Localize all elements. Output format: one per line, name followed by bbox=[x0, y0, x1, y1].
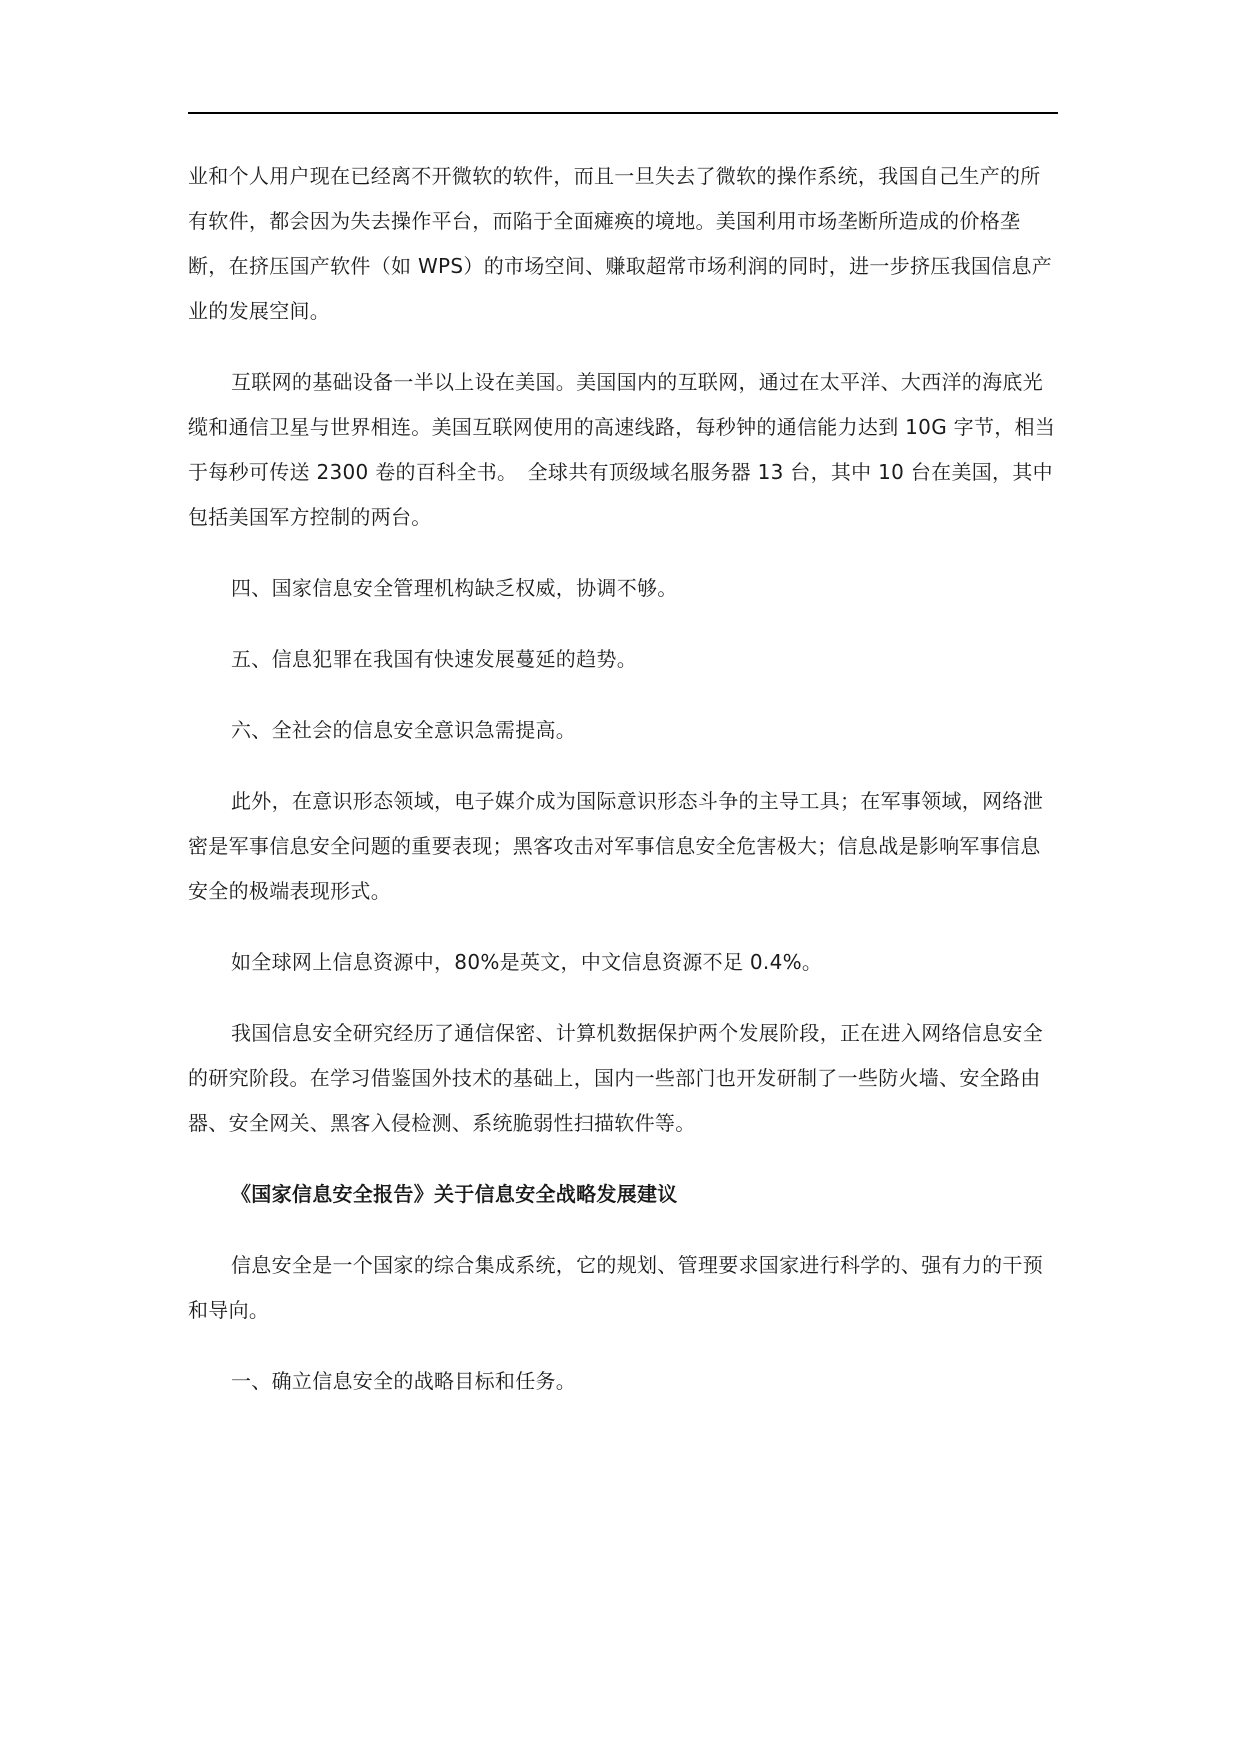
paragraph-global-resources: 如全球网上信息资源中，80%是英文，中文信息资源不足 0.4%。 bbox=[231, 950, 823, 974]
section-heading: 《国家信息安全报告》关于信息安全战略发展建议 bbox=[231, 1182, 678, 1206]
paragraph-ideology-military: 此外，在意识形态领域，电子媒介成为国际意识形态斗争的主导工具；在军事领域，网络泄密是军事信息安全问题的重要表现；黑客攻击对军事信息安全危害极大；信息战是影响军事信息安全的极端表现形式。 bbox=[188, 789, 1043, 903]
paragraph-internet-infrastructure: 互联网的基础设备一半以上设在美国。美国国内的互联网，通过在太平洋、大西洋的海底光缆和通信卫星与世界相连。美国互联网使用的高速线路，每秒钟的通信能力达到 10G 字节，相当于每秒可传送 2300 卷的百科全书。 全球共有顶级域名服务器 13 台，其中 10 台在美国，其中包括美国军方控制的两台。 bbox=[188, 370, 1056, 529]
header-rule bbox=[188, 112, 1058, 114]
paragraph-item-one: 一、确立信息安全的战略目标和任务。 bbox=[231, 1369, 577, 1393]
document-body bbox=[188, 154, 1058, 1430]
paragraph-integrated-system: 信息安全是一个国家的综合集成系统，它的规划、管理要求国家进行科学的、强有力的干预和导向。 bbox=[188, 1253, 1043, 1322]
paragraph-research-stages: 我国信息安全研究经历了通信保密、计算机数据保护两个发展阶段，正在进入网络信息安全的研究阶段。在学习借鉴国外技术的基础上，国内一些部门也开发研制了一些防火墙、安全路由器、安全网关、黑客入侵检测、系统脆弱性扫描软件等。 bbox=[188, 1021, 1043, 1135]
paragraph-item-five: 五、信息犯罪在我国有快速发展蔓延的趋势。 bbox=[231, 647, 637, 671]
paragraph-software-dependence: 业和个人用户现在已经离不开微软的软件，而且一旦失去了微软的操作系统，我国自己生产的所有软件，都会因为失去操作平台，而陷于全面瘫痪的境地。美国利用市场垄断所造成的价格垄断，在挤压国产软件（如 WPS）的市场空间、赚取超常市场利润的同时，进一步挤压我国信息产业的发展空间。 bbox=[188, 164, 1053, 323]
paragraph-item-six: 六、全社会的信息安全意识急需提高。 bbox=[231, 718, 577, 742]
paragraph-item-four: 四、国家信息安全管理机构缺乏权威，协调不够。 bbox=[231, 576, 678, 600]
